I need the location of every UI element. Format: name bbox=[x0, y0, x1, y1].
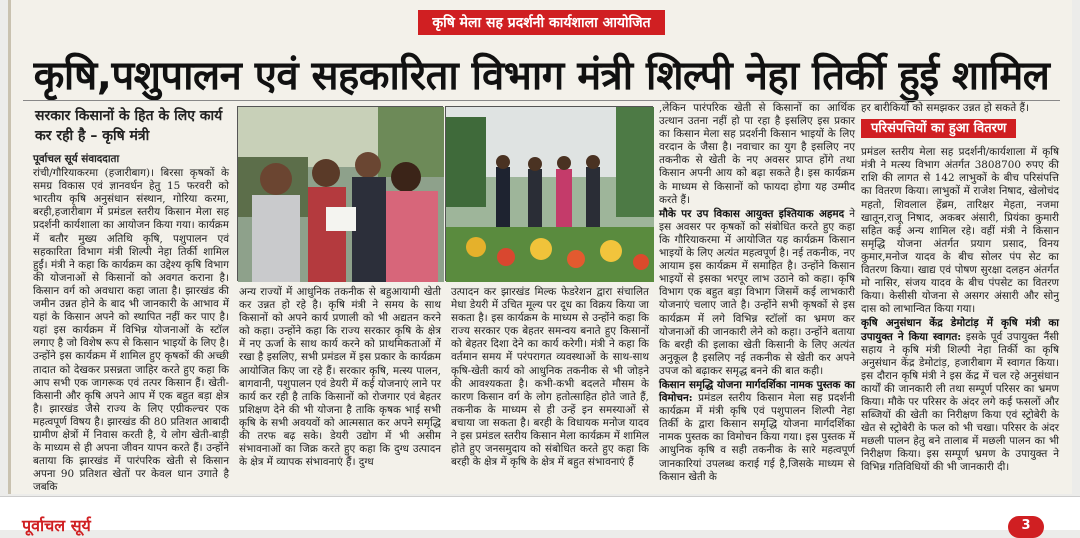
bottom-strip bbox=[0, 496, 1080, 530]
article-column-4 bbox=[659, 102, 855, 483]
page-number-badge: 3 bbox=[1008, 516, 1044, 538]
dateline: पूर्वाचल सूर्य संवाददाता bbox=[33, 153, 120, 165]
event-photo-2 bbox=[445, 106, 653, 281]
article-column-3 bbox=[451, 286, 649, 476]
photo-2-graphic bbox=[446, 107, 654, 282]
column-4-para-3: प्रमंडल स्तरीय किसान मेला सह प्रदर्शनी कार्यक्रम में मंत्री कृषि एवं पशुपालन शिल्पी नेहा तिर्की के द्वारा किसान समृद्धि योजना मार्गदर्शिका नामक पुस्तक का विमोचन किया गया। इस पुस्तक में आधुनिक कृषि व सही तकनीक के सारे महत्वपूर्ण जानकारियां उपलब्ध कराई गई है,जिसके माध्यम से किसान खेती के bbox=[659, 392, 855, 483]
column-5-lead: कृषि अनुसंधान केंद्र डेमोटांड़ में कृषि मंत्री का उपायुक्त ने किया स्वागत: bbox=[861, 317, 1059, 343]
photo-1-graphic bbox=[238, 107, 444, 282]
article-column-1 bbox=[33, 153, 229, 494]
column-4-lead-1: मौके पर उप विकास आयुक्त इश्तियाक अहमद bbox=[659, 207, 845, 220]
column-5-para-1: प्रमंडल स्तरीय मेला सह प्रदर्शनी/कार्यशाला में कृषि मंत्री ने मत्स्य विभाग अंतर्गत 3808700 रुपए की राशि की लागत से 142 लाभुकों के बीच परिसंपत्ति का वितरण किया। लाभुकों में राजेश निषाद, खेलोचंद महतो, शिवलाल हेंब्रम, तारिक्षर मेहता, नजमा खातून,राजू निषाद, अकबर अंसारी, प्रियंका कुमारी सहित कई अन्य शामिल रहे। वहीं मंत्री ने किसान समृद्धि योजना अंतर्गत प्रयाग प्रसाद, विनय कुमार,मनोज यादव के बीच सोलर पंप सेट का वितरण किया। खाद्य एवं पोषण सुरक्षा दलहन अंतर्गत मो नासिर, संजय यादव के बीच पंपसेट का वितरण किया। केसीसी योजना से असगर अंसारी और सोनु दास को लाभान्वित किया गया। bbox=[861, 146, 1059, 316]
article-column-2 bbox=[239, 286, 441, 476]
subheadline: सरकार किसानों के हित के लिए कार्य कर रही है – कृषि मंत्री bbox=[35, 108, 223, 144]
newspaper-clipping bbox=[8, 0, 1072, 494]
article-column-5 bbox=[861, 102, 1059, 478]
headline-rule bbox=[23, 100, 1060, 101]
column-4-para-1: ,लेकिन पारंपरिक खेती से किसानों का आर्थिक उत्थान उतना नहीं हो पा रहा है इसलिए इस प्रकार का किसान मेला सह प्रदर्शनी किसान भाइयों के लिए वरदान के जैसा है। नवाचार का युग है इसलिए नए तकनीक से खेती के नए अवसर प्राप्त होंगे तथा किसान अपनी आय को बढ़ा सकते है। इस कार्यक्रम के माध्यम से किसानों को फायदा होगा यह उम्मीद करते हैं। bbox=[659, 102, 855, 206]
column-1-text: रांची/गौरियाकरमा (हजारीबाग)। बिरसा कृषकों के समग्र विकास एवं ज्ञानवर्धन हेतु 15 फरवरी को भारतीय कृषि अनुसंधान संस्थान, गोरिया करमा, बरही,हजारीबाग में प्रमंडल स्तरीय किसान मेला सह प्रदर्शनी कार्यशाला का आयोजन किया गया। कार्यक्रम में बतौर मुख्य अतिथि कृषि, पशुपालन एवं सहकारिता विभाग मंत्री शिल्पी नेहा तिर्की शामिल हुईं। मंत्री ने कहा कि कार्यक्रम का उद्देश्य कृषि विभाग की योजनाओं से किसानों को अवगत कराना है। किसान वर्ग को अवधारा कहा जाता है। झारखंड की जमीन उन्नत होने के बाद भी जानकारी के आभाव में यहां के किसान अपने को स्थापित नहीं कर पाए है। यहां इस कार्यक्रम में विभिन्न योजनाओं के स्टॉल लगाए है जो विशेष रूप से किसान भाइयों के लिए है। उन्होंने इस कार्यक्रम में शामिल हुए कृषकों की अच्छी तादात को देखकर प्रसन्नता जाहिर करते हुए कहा कि आप सभी एक जागरूक एवं तत्पर किसान हैं। खेती-किसानी और कृषि अपने आप में एक बहुत बड़ा क्षेत्र है। झारखंड जैसे राज्य के लिए एग्रीकल्चर एक महत्वपूर्ण विषय है। झारखंड की 80 प्रतिशत आबादी ग्रामीण क्षेत्रों में निवास करती है, ये लोग खेती-बाड़ी के माध्यम से ही अपना जीवन यापन करते हैं। उन्होंने बताया कि झारखंड में पारंपरिक खेती से किसान अपना 90 प्रतिशत खेतों पर केवल धान उगाते है जबकि bbox=[33, 167, 229, 494]
column-5-para-0: हर बारीकियों को समझकर उन्नत हो सकते हैं। bbox=[861, 102, 1029, 114]
column-5-para-2: इसके पूर्व उपायुक्त नैंसी सहाय ने कृषि मंत्री शिल्पी नेहा तिर्की का कृषि अनुसंधान केंद्र डेमोटांड़, हजारीबाग में स्वागत किया। इस दौरान कृषि मंत्री ने इस केंद्र में चल रहे अनुसंधान कार्यों की जानकारी ली तथा सम्पूर्ण परिसर का भ्रमण किया। मौके पर परिसर के अंदर लगे कई फसलों और सब्जियों की खेती का निरीक्षण किया एवं स्ट्रोबेरी के खेत से स्ट्रोबेरी के फल को भी चखा। परिसर के अंदर मछली पालन हेतु बने तालाब में मछली पालन का भी निरीक्षण किया। इस सम्पूर्ण भ्रमण के उपायुक्त ने विभिन्न गतिविधियों की भी जानकारी दी। bbox=[861, 330, 1059, 474]
event-photo-1 bbox=[237, 106, 443, 281]
column-4-para-2: ने इस अवसर पर कृषकों को संबोधित करते हुए कहा कि गौरियाकरमा में आयोजित यह कार्यक्रम किसान भाइयों के लिए अत्यंत महत्वपूर्ण है। नई तकनीक, नए आयाम इस कार्यक्रम में समाहित है। उन्होंने किसान भाइयों से इसका भरपूर लाभ उठाने को कहा। कृषि विभाग एक बहुत बड़ा विभाग जिसमें कई लाभकारी योजनाएं चलाए जाते है। उन्होंने सभी कृषकों से इस कार्यक्रम में लगे विभिन्न स्टॉलों का भ्रमण कर योजनाओं की जानकारी लेने को कहा। उन्होंने बताया कि बरही की इलाका खेती किसानी के लिए अत्यंत अनुकूल है इसलिए नई तकनीक से खेती कर अपने उपज को बढ़ाकर समृद्ध बनने की बात कही। bbox=[659, 207, 855, 377]
section-heading-banner: परिसंपत्तियों का हुआ वितरण bbox=[861, 119, 1016, 138]
column-3-text: उत्पादन कर झारखंड मिल्क फेडरेशन द्वारा संचालित मेधा डेयरी में उचित मूल्य पर दूध का विक्रय किया जा सकता है। इस कार्यक्रम के माध्यम से उन्होंने कहा कि राज्य सरकार एक बेहतर समन्वय बनाते हुए किसानों को बेहतर दिशा देने का कार्य करेगी। मंत्री ने कहा कि वर्तमान समय में परंपरागत व्यवस्थाओं के साथ-साथ कृषि-खेती कार्य को आधुनिक तकनीक से भी जोड़ने की आवश्यकता है। कभी-कभी बदलते मौसम के कारण किसान वर्ग के लोग हतोत्साहित होते जाते हैं, तकनीक के माध्यम से ही उन्हें इन समस्याओं से बचाया जा सकता है। बरही के विधायक मनोज यादव ने इस प्रमंडल स्तरीय किसान मेला कार्यक्रम में शामिल होते हुए जनसमुदाय को संबोधित करते हुए कहा कि बरही के क्षेत्र में कृषि के क्षेत्र में बहुत संभावनाएं हैं bbox=[451, 286, 649, 469]
kicker-wrap bbox=[11, 10, 1072, 35]
column-2-text: अन्य राज्यों में आधुनिक तकनीक से बहुआयामी खेती कर उन्नत हो रहे है। कृषि मंत्री ने समय के साथ किसानों को अपने कार्य प्रणाली को भी अद्यतन करने को कहा। उन्होंने कहा कि राज्य सरकार कृषि के क्षेत्र में नए ऊर्जा के साथ कार्य करने को प्राथमिकताओं में रखा है इसलिए, सभी प्रमंडल में इस प्रकार के कार्यक्रम आयोजित किए जा रहे हैं। सरकार कृषि, मत्स्य पालन, बागवानी, पशुपालन एवं डेयरी में कई योजनाएं लाने पर कार्य कर रही है ताकि किसानों को रोजगार एवं बेहतर प्रशिक्षण देने की भी योजना है ताकि कृषक भाई सभी कृषि के सभी अवयवों को आत्मसात कर अपने समृद्धि की तरफ बढ़ सके। डेयरी उद्योग में भी असीम संभावनाओं का जिक्र करते हुए कहा कि दुग्ध उत्पादन के क्षेत्र में व्यापक संभावनाएं हैं। दुग्ध bbox=[239, 286, 441, 469]
kicker-banner: कृषि मेला सह प्रदर्शनी कार्यशाला आयोजित bbox=[418, 10, 664, 35]
main-headline: कृषि,पशुपालन एवं सहकारिता विभाग मंत्री शिल्पी नेहा तिर्की हुई शामिल bbox=[33, 53, 1050, 99]
column-4-lead-2: किसान समृद्धि योजना मार्गदर्शिका नामक पुस्तक का विमोचन: bbox=[659, 378, 855, 405]
newspaper-brand: पूर्वाचल सूर्य bbox=[22, 516, 91, 535]
